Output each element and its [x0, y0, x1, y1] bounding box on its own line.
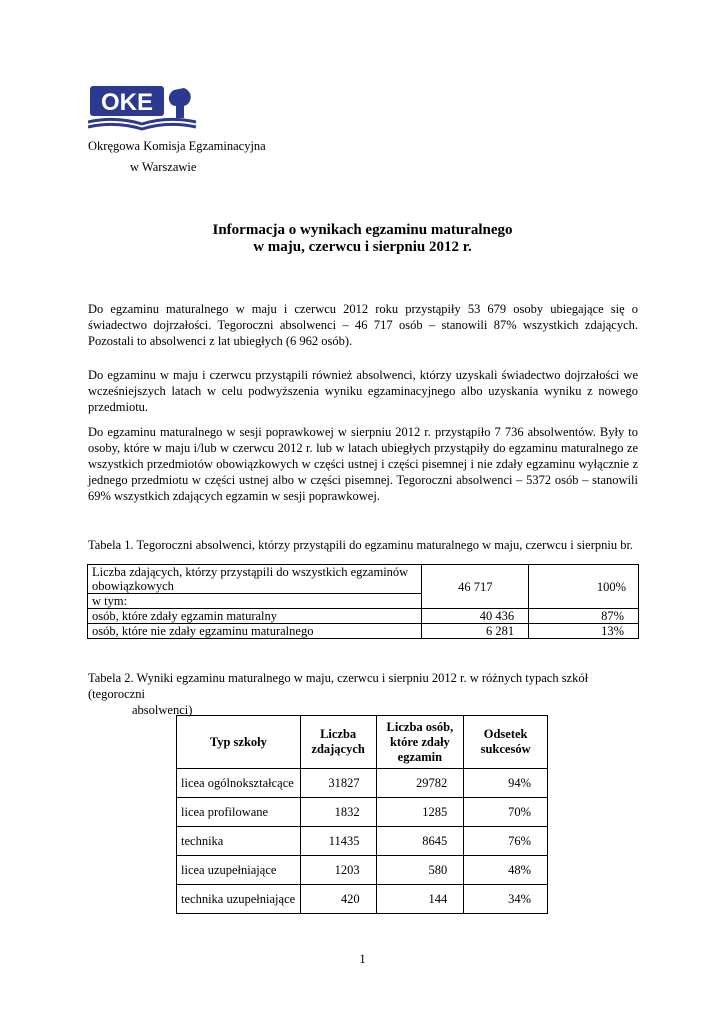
table-cell: osób, które zdały egzamin maturalny [88, 609, 422, 624]
table-cell: licea profilowane [177, 798, 301, 827]
table2 [176, 715, 548, 914]
table-cell: 40 436 [422, 609, 529, 624]
table2-caption [88, 670, 648, 718]
document-title [0, 222, 725, 256]
title-line2: w maju, czerwcu i sierpniu 2012 r. [253, 239, 472, 255]
page-number: 1 [359, 952, 366, 966]
table1 [87, 564, 639, 639]
table-cell: technika uzupełniające [177, 885, 301, 914]
oke-logo [88, 84, 200, 132]
table2-caption-line1: Tabela 2. Wyniki egzaminu maturalnego w maju, czerwcu i sierpniu 2012 r. w różnych typach szkół (tegoroczni [88, 671, 589, 701]
table-cell: w tym: [88, 594, 422, 609]
table-header: Liczba osób, które zdały egzamin [376, 716, 464, 769]
table-cell: licea ogólnokształcące [177, 769, 301, 798]
table-row [88, 609, 639, 624]
table-cell: 87% [529, 609, 639, 624]
table-cell: technika [177, 827, 301, 856]
table-cell: 580 [376, 856, 464, 885]
table-header: Typ szkoły [177, 716, 301, 769]
org-name-line2: w Warszawie [130, 160, 197, 174]
table-cell: 94% [464, 769, 548, 798]
table-cell: 100% [529, 565, 639, 609]
table-row [177, 769, 548, 798]
paragraph-1: Do egzaminu maturalnego w maju i czerwcu 2012 roku przystąpiły 53 679 osoby ubiegające się o świadectwo dojrzałości. Tegoroczni absolwenci – 46 717 osób – stanowili 87% wszystkich zdających. Pozostali to absolwenci z lat ubiegłych (6 962 osób). [88, 302, 638, 348]
table-cell: 13% [529, 624, 639, 639]
table-cell: 1832 [300, 798, 376, 827]
table-row [88, 624, 639, 639]
table1-caption: Tabela 1. Tegoroczni absolwenci, którzy przystąpili do egzaminu maturalnego w maju, czerwcu i sierpniu br. [88, 538, 634, 552]
org-name-line1: Okręgowa Komisja Egzaminacyjna [88, 139, 266, 153]
table-cell: 1203 [300, 856, 376, 885]
table-cell: 46 717 [422, 565, 529, 609]
table-row [88, 565, 639, 594]
table-row [177, 856, 548, 885]
table-row [177, 885, 548, 914]
title-line1: Informacja o wynikach egzaminu maturalnego [212, 222, 513, 238]
table-cell: 1285 [376, 798, 464, 827]
table-cell: 8645 [376, 827, 464, 856]
table-cell: 34% [464, 885, 548, 914]
table-cell: 11435 [300, 827, 376, 856]
table-cell: 76% [464, 827, 548, 856]
table-row [177, 827, 548, 856]
table-cell: 31827 [300, 769, 376, 798]
table-cell: 48% [464, 856, 548, 885]
paragraph-3: Do egzaminu maturalnego w sesji poprawkowej w sierpniu 2012 r. przystąpiło 7 736 absolwentów. Były to osoby, które w maju i/lub w czerwcu 2012 r. lub w latach ubiegłych przystąpiły do egzaminu maturalnego ze wszystkich przedmiotów obowiązkowych w części ustnej i części pisemnej i nie zdały egzaminu wyłącznie z jednego przedmiotu w części ustnej albo w części pisemnej. Tegoroczni absolwenci – 5372 osób – stanowili 69% wszystkich zdających egzamin w sesji poprawkowej. [88, 425, 638, 503]
table-row [177, 798, 548, 827]
table-cell: licea uzupełniające [177, 856, 301, 885]
table-cell: Liczba zdających, którzy przystąpili do wszystkich egzaminów obowiązkowych [88, 565, 422, 594]
table-cell: 144 [376, 885, 464, 914]
table2-caption-line2: absolwenci) [132, 703, 193, 717]
table-cell: 29782 [376, 769, 464, 798]
table-header: Liczba zdających [300, 716, 376, 769]
table-cell: 70% [464, 798, 548, 827]
table-cell: 6 281 [422, 624, 529, 639]
table-header-row [177, 716, 548, 769]
table-cell: osób, które nie zdały egzaminu maturalnego [88, 624, 422, 639]
paragraph-2: Do egzaminu w maju i czerwcu przystąpili również absolwenci, którzy uzyskali świadectwo dojrzałości we wcześniejszych latach w celu podwyższenia wyniku egzaminacyjnego albo uzyskania wyniku z nowego przedmiotu. [88, 368, 638, 414]
logo-text: OKE [100, 89, 154, 116]
table-header: Odsetek sukcesów [464, 716, 548, 769]
table-cell: 420 [300, 885, 376, 914]
